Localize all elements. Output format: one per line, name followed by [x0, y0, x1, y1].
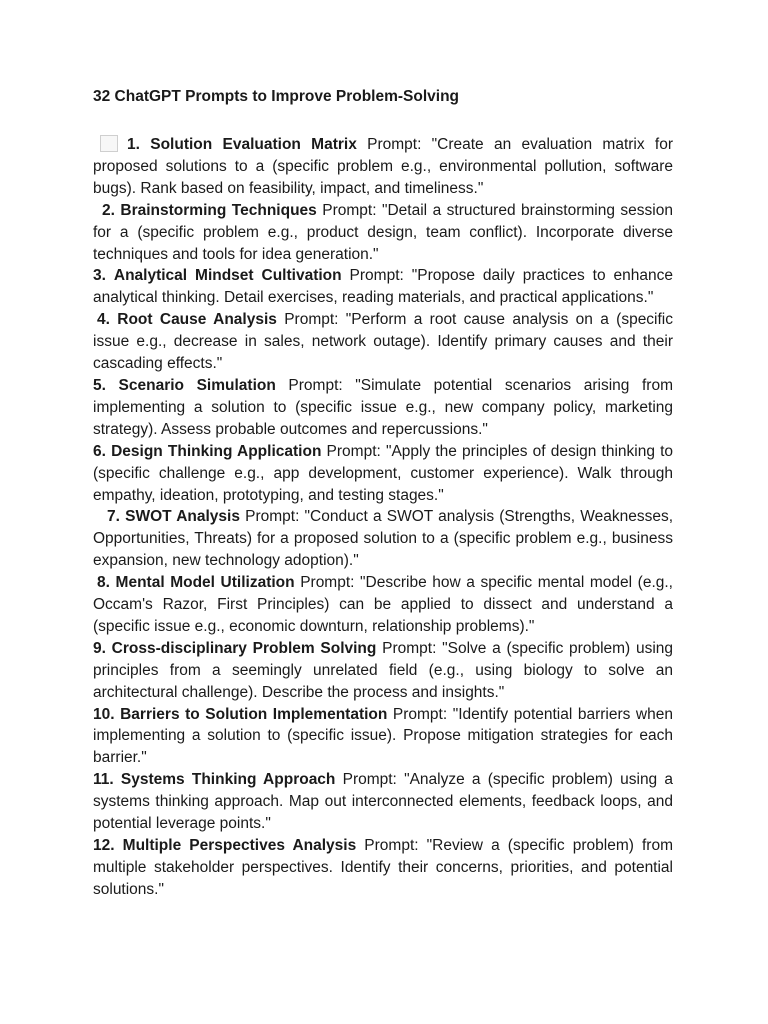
prompt-number: 8. — [97, 574, 110, 592]
prompt-name: Analytical Mindset Cultivation — [113, 267, 342, 285]
prompt-text: Prompt: "Perform a root cause analysis on a (specific issue e.g., decrease in sales, network outage). Identify primary causes and their cascading effects." — [93, 311, 674, 373]
prompt-name: Multiple Perspectives Analysis — [122, 837, 357, 854]
prompt-item-10 — [93, 704, 673, 770]
prompt-number: 1. — [127, 136, 140, 153]
document-title: 32 ChatGPT Prompts to Improve Problem-Solving — [93, 88, 460, 105]
prompt-name: Solution Evaluation Matrix — [150, 136, 357, 153]
prompt-name: Scenario Simulation — [118, 376, 276, 394]
prompt-name: Design Thinking Application — [111, 442, 322, 460]
prompt-text: Prompt: "Propose daily practices to enhance analytical thinking. Detail exercises, reading materials, and practical applications." — [93, 267, 673, 307]
prompt-text: Prompt: "Analyze a (specific problem) using a systems thinking approach. Map out interconnected elements, feedback loops, and potential leverage points." — [93, 771, 673, 833]
prompt-text: Prompt: "Solve a (specific problem) using principles from a seemingly unrelated field (e.g., using biology to solve an architectural challenge). Describe the process and insights." — [93, 639, 673, 701]
prompt-text: Prompt: "Identify potential barriers when implementing a solution to (specific issue). Propose mitigation strategies for each barrier." — [93, 705, 673, 767]
prompt-item-6 — [93, 441, 673, 507]
prompt-item-8 — [93, 572, 673, 638]
prompt-name: Brainstorming Techniques — [120, 201, 317, 219]
prompt-item-3 — [93, 265, 673, 309]
prompt-number: 9. — [93, 639, 106, 657]
prompt-number: 11. — [93, 771, 114, 789]
prompt-number: 10. — [93, 705, 115, 723]
prompt-number: 3. — [93, 267, 106, 285]
prompt-text: Prompt: "Apply the principles of design thinking to (specific challenge e.g., app development, customer experience). Walk through empathy, ideation, prototyping, and testing stages." — [93, 442, 674, 504]
prompt-number: 5. — [93, 376, 106, 394]
prompt-list — [93, 134, 673, 901]
prompt-item-12 — [93, 835, 673, 901]
prompt-item-5 — [93, 375, 673, 441]
prompt-number: 4. — [97, 311, 110, 329]
prompt-text: Prompt: "Create an evaluation matrix for proposed solutions to a (specific problem e.g., environmental pollution, software bugs). Rank based on feasibility, impact, and timeliness." — [93, 136, 673, 197]
prompt-name: Barriers to Solution Implementation — [120, 705, 388, 723]
image-placeholder-icon — [100, 135, 118, 152]
prompt-item-4 — [93, 309, 673, 375]
prompt-text: Prompt: "Conduct a SWOT analysis (Strengths, Weaknesses, Opportunities, Threats) for a proposed solution to a (specific problem e.g., business expansion, new technology adoption)." — [93, 508, 674, 570]
prompt-number: 6. — [93, 442, 106, 460]
document-page — [93, 86, 673, 901]
prompt-number: 7. — [107, 508, 120, 526]
prompt-name: Root Cause Analysis — [117, 311, 277, 329]
prompt-item-2 — [93, 200, 673, 266]
prompt-item-11 — [93, 769, 673, 835]
prompt-name: Systems Thinking Approach — [120, 771, 336, 789]
prompt-name: SWOT Analysis — [125, 508, 240, 526]
prompt-item-1 — [93, 134, 673, 200]
prompt-name: Cross-disciplinary Problem Solving — [111, 639, 377, 657]
prompt-text: Prompt: "Detail a structured brainstorming session for a (specific problem e.g., product design, team conflict). Incorporate diverse techniques and tools for idea generation." — [93, 201, 673, 263]
prompt-name: Mental Model Utilization — [115, 574, 295, 592]
prompt-text: Prompt: "Describe how a specific mental model (e.g., Occam's Razor, First Principles) can be applied to dissect and understand a (specific issue e.g., economic downturn, relationship problems)." — [93, 574, 673, 635]
prompt-number: 12. — [93, 837, 115, 854]
prompt-text: Prompt: "Simulate potential scenarios arising from implementing a solution to (specific issue e.g., new company policy, marketing strategy). Assess probable outcomes and repercussions." — [93, 376, 674, 438]
prompt-item-7 — [93, 506, 673, 572]
prompt-number: 2. — [102, 201, 115, 219]
prompt-text: Prompt: "Review a (specific problem) from multiple stakeholder perspectives. Identify their concerns, priorities, and potential solutions." — [93, 837, 673, 898]
prompt-item-9 — [93, 638, 673, 704]
